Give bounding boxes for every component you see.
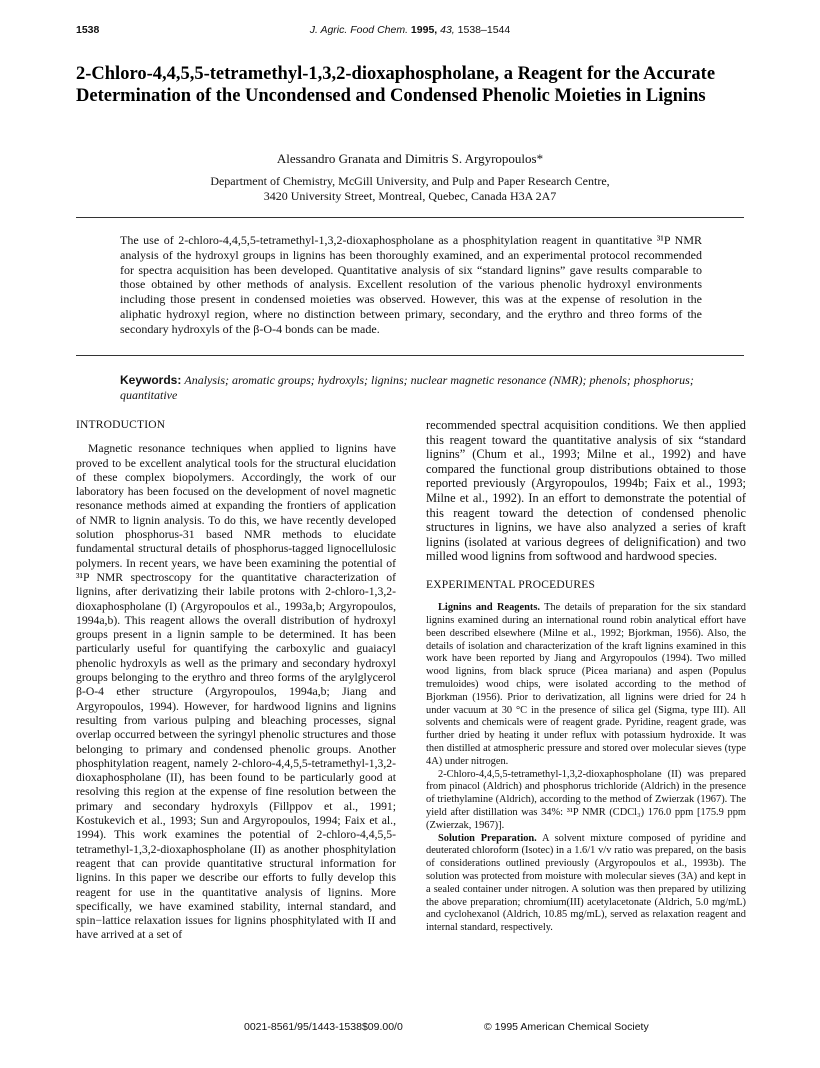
solution-preparation-text: A solvent mixture composed of pyridine and deuterated chloroform (Isotec) in a 1.6/1 v/v ratio was prepared, on the basis of considerations outlined previously (Argyropoulos et al., 1993b). The solution was protected from moisture with molecular sieves (3A) and kept in a sealed container under nitrogen. A solution was then prepared by utilizing the above preparation; chromium(III) acetylacetonate (Aldrich, 5.0 mg/mL) and cyclohexanol (Aldrich, 10.85 mg/mL), served as relaxation reagent and internal standard, respectively.	[426, 832, 746, 934]
keywords	[120, 373, 702, 403]
right-column	[426, 418, 746, 935]
solution-preparation-paragraph	[426, 833, 746, 935]
copyright-notice: © 1995 American Chemical Society	[484, 1021, 649, 1033]
introduction-heading: INTRODUCTION	[76, 419, 166, 431]
running-header	[76, 24, 744, 38]
lignins-reagents-heading: Lignins and Reagents.	[438, 602, 540, 614]
abstract: The use of 2-chloro-4,4,5,5-tetramethyl-1,3,2-dioxaphospholane as a phosphitylation reagent in quantitative ³¹P NMR analysis of the hydroxyl groups in lignins has been thoroughly examined, and an experimental protocol recommended for spectra acquisition has been developed. Quantitative analysis of six “standard lignins” gave results comparable to those obtained by other methods of analysis. Excellent resolution of the various phenolic hydroxyl environments including those present in condensed moieties was observed. However, this was at the expense of resolution in the aliphatic hydroxyl region, where no distinction between primary, secondary, and the erythro and threo forms of the secondary hydroxyls of the β-O-4 bonds can be made.	[120, 233, 702, 336]
journal-year: 1995,	[410, 24, 438, 36]
abstract-bottom-rule	[76, 355, 744, 356]
journal-citation	[76, 24, 744, 36]
introduction-continuation: recommended spectral acquisition conditions. We then applied this reagent toward the quantitative analysis of six “standard lignins” (Chum et al., 1993; Milne et al., 1992) and have compared the functional group distributions obtained to those reported previously (Argyropoulos, 1994b; Faix et al., 1993; Milne et al., 1992). In an effort to demonstrate the potential of this reagent toward the detection of condensed phenolic structures in lignins, we have also analyzed a series of kraft lignins (isolated at various degrees of delignification) and two milled wood lignins from softwood and hardwood species.	[426, 418, 746, 564]
solution-preparation-heading: Solution Preparation.	[438, 832, 537, 844]
experimental-heading: EXPERIMENTAL PROCEDURES	[426, 578, 596, 591]
introduction-paragraph: Magnetic resonance techniques when applied to lignins have proved to be excellent analytical tools for the structural elucidation of these complex biopolymers. Accordingly, the work of our laboratory has been focused on the development of novel magnetic resonance methods aimed at expanding the frontiers of application of NMR to lignin analysis. To do this, we have recently developed solution phosphorus-31 based NMR methods to elucidate fundamental structural details of phosphorus-tagged lignocellulosic polymers. In recent years, we have been examining the potential of ³¹P NMR spectroscopy for the quantitative characterization of lignins, after derivatizing their labile protons with 2-chloro-1,3,2-dioxaphospholane (I) (Argyropoulos et al., 1993a,b; Argyropoulos, 1994a,b). This reagent allows the overall distribution of hydroxyl groups present in a lignin sample to be determined. It has been particularly useful for quantifying the carboxylic and guaiacyl phenolic hydroxyls as well as the primary and secondary hydroxyl groups belonging to the erythro and threo forms of the arylglycerol β-O-4 ether structure (Argyropoulos, 1994a,b; Jiang and Argyropoulos, 1994). However, for hardwood lignins and lignins resulting from various pulping and bleaching processes, signal overlap occurred between the syringyl phenolic structures and those belonging to primary and condensed phenolic groups. Another phosphitylation reagent, namely 2-chloro-4,4,5,5-tetramethyl-1,3,2-dioxaphospholane (II), has been found to be particularly good at resolving this region at the expense of fine resolution between the primary and secondary hydroxyls (Fillppov et al., 1991; Kostukevich et al., 1993; Sun and Argyropoulos, 1994; Faix et al., 1994). This work examines the potential of 2-chloro-4,4,5,5-tetramethyl-1,3,2-dioxaphospholane (II) as another phosphitylation reagent that can provide quantitative structural information for lignins. In this paper we describe our efforts to fully develop this reagent for use in the quantitative analysis of lignins. More specifically, we have examined stability, internal standard, and spin−lattice relaxation issues for lignins phosphitylated with II and have arrived at a set of	[76, 442, 396, 942]
author-list: Alessandro Granata and Dimitris S. Argyropoulos*	[276, 151, 544, 166]
article-code: 0021-8561/95/1443-1538$09.00/0	[244, 1021, 403, 1033]
journal-name: J. Agric. Food Chem.	[309, 24, 408, 36]
journal-volume: 43,	[440, 24, 455, 36]
affiliation-line-2: 3420 University Street, Montreal, Quebec, Canada H3A 2A7	[263, 189, 557, 203]
keywords-label: Keywords:	[120, 373, 182, 387]
reagent-preparation-paragraph: 2-Chloro-4,4,5,5-tetramethyl-1,3,2-dioxaphospholane (II) was prepared from pinacol (Aldrich) and phosphorus trichloride (Aldrich) in the presence of triethylamine (Aldrich), according to the method of Zwierzak (1967). The yield after distillation was 34%: ³¹P NMR (CDCl₃) 176.0 ppm [175.9 ppm (Zwierzak, 1967)].	[426, 768, 746, 831]
article-title: 2-Chloro-4,4,5,5-tetramethyl-1,3,2-dioxaphospholane, a Reagent for the Accurate Determination of the Uncondensed and Condensed Phenolic Moieties in Lignins	[76, 64, 716, 106]
affiliation	[76, 174, 744, 204]
page-number: 1538	[76, 24, 100, 36]
left-column	[76, 418, 396, 943]
lignins-reagents-text: The details of preparation for the six standard lignins examined during an international round robin analytical effort have been described elsewhere (Milne et al., 1992; Bjorkman, 1956). Also, the details of isolation and characterization of the kraft lignins examined in this work have been reported by Jiang and Argyropoulos (1994). Two milled wood lignins, from black spruce (Picea mariana) and aspen (Populus tremuloides) wood chips, were isolated according to the method of Bjorkman (1956). Prior to derivatization, all lignins were dried for 24 h under vacuum at 30 °C in the presence of silica gel (Sigma, type III). All solvents and chemicals were of reagent grade. Pyridine, reagent grade, was further dried by heating it under reflux with potassium hydroxide. It was then distilled at atmospheric pressure and stored over molecular sieves (type 4A) under nitrogen.	[426, 602, 746, 767]
lignins-reagents-paragraph	[426, 602, 746, 768]
affiliation-line-1: Department of Chemistry, McGill University, and Pulp and Paper Research Centre,	[210, 174, 610, 188]
keywords-text: Analysis; aromatic groups; hydroxyls; lignins; nuclear magnetic resonance (NMR); phenols; phosphorus; quantitative	[120, 373, 694, 402]
journal-pages: 1538–1544	[457, 24, 511, 36]
abstract-top-rule	[76, 217, 744, 218]
page-footer	[76, 1021, 744, 1035]
